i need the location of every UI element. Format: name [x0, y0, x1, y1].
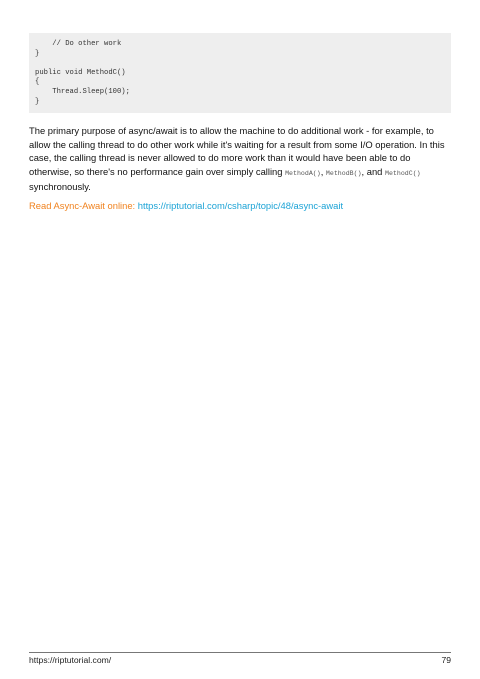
paragraph-text: The primary purpose of async/await is to allow the machine to do additional work - for example, to allow the calling thread to do other work while it's waiting for a result from some I/O operation. In this case, the calling thread is never allowed to do more work than it would have been able to do otherwise, so there's no performance gain over simply calling — [29, 125, 445, 177]
read-online-line — [29, 199, 343, 212]
code-line: } — [35, 49, 40, 58]
inline-code-method-c: MethodC() — [385, 169, 421, 177]
footer-url: https://riptutorial.com/ — [29, 655, 112, 665]
code-line: // Do other work — [35, 40, 122, 48]
code-line: } — [35, 97, 40, 106]
paragraph-separator: , and — [361, 165, 386, 177]
page-number: 79 — [441, 655, 451, 665]
code-line: { — [35, 78, 40, 87]
code-line: Thread.Sleep(100); — [35, 87, 130, 96]
topic-link[interactable]: https://riptutorial.com/csharp/topic/48/async-await — [137, 200, 344, 211]
code-line: public void MethodC() — [35, 68, 126, 77]
paragraph-separator: , — [320, 165, 326, 177]
code-block — [29, 33, 451, 113]
code-line — [35, 59, 445, 69]
footer-divider — [29, 652, 451, 653]
inline-code-method-a: MethodA() — [285, 169, 321, 177]
inline-code-method-b: MethodB() — [325, 169, 362, 177]
read-online-label: Read Async-Await online: — [29, 200, 138, 211]
paragraph-text-end: synchronously. — [29, 181, 91, 193]
body-paragraph — [29, 124, 453, 194]
